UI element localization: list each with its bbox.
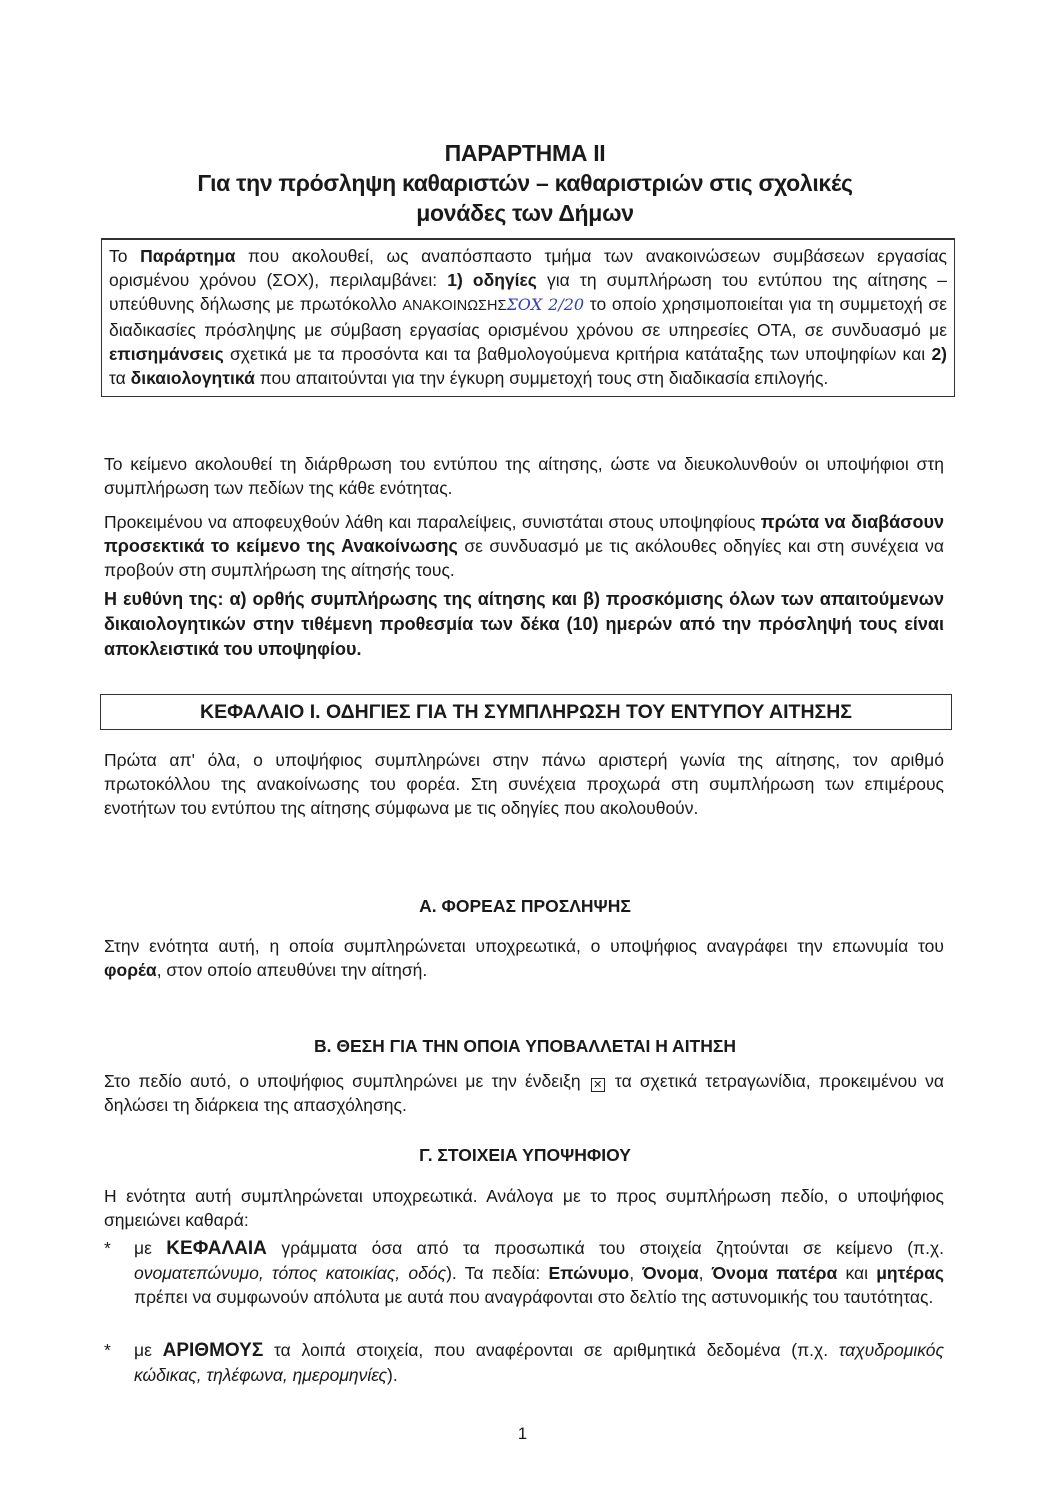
bold-text: Παράρτημα xyxy=(140,246,236,266)
title-subject-line1: Για την πρόσληψη καθαριστών – καθαριστριών στις σχολικές xyxy=(197,170,853,196)
text: , στον οποίο απευθύνει την αίτησή. xyxy=(156,960,428,980)
chapter-heading: ΚΕΦΑΛΑΙΟ Ι. ΟΔΗΓΙΕΣ ΓΙΑ ΤΗ ΣΥΜΠΛΗΡΩΣΗ ΤΟΥ ΕΝΤΥΠΟΥ ΑΙΤΗΣΗΣ xyxy=(100,694,952,730)
text: Προκειμένου να αποφευχθούν λάθη και παραλείψεις, συνιστάται στους υποψηφίους xyxy=(104,512,761,532)
section-b-heading: Β. ΘΕΣΗ ΓΙΑ ΤΗΝ ΟΠΟΙΑ ΥΠΟΒΑΛΛΕΤΑΙ Η ΑΙΤΗΣΗ xyxy=(313,1036,737,1056)
text: τα σχετικά τετραγωνίδια, προκειμένου να δηλώσει τη διάρκεια της απασχόλησης. xyxy=(104,1071,944,1115)
text: Στο πεδίο αυτό, ο υποψήφιος συμπληρώνει με την ένδειξη xyxy=(104,1071,589,1091)
text: σε συνδυασμό με τις ακόλουθες οδηγίες και στη συνέχεια να προβούν στη συμπλήρωση της αίτησής τους. xyxy=(104,536,944,580)
bold-text: μητέρας xyxy=(876,1263,944,1283)
text: με xyxy=(134,1340,163,1360)
text: , xyxy=(629,1263,643,1283)
intro-box xyxy=(101,238,955,397)
section-c-heading: Γ. ΣΤΟΙΧΕΙΑ ΥΠΟΨΗΦΙΟΥ xyxy=(419,1145,631,1165)
bold-text: Όνομα πατέρα xyxy=(711,1263,838,1283)
list-item-text xyxy=(134,1338,944,1387)
page-number: 1 xyxy=(517,1424,528,1443)
list-item-text xyxy=(134,1236,944,1309)
text: σχετικά με τα προσόντα και τα βαθμολογούμενα κριτήρια κατάταξης των υποψηφίων και xyxy=(223,344,932,364)
title-subject-line2: μονάδες των Δήμων xyxy=(416,200,634,226)
section-a-heading: Α. ΦΟΡΕΑΣ ΠΡΟΣΛΗΨΗΣ xyxy=(419,896,631,916)
italic-text: ταχυδρομικός κώδικας, τηλέφωνα, ημερομηνίες xyxy=(134,1340,944,1385)
text: για τη συμπλήρωση του εντύπου της αίτησης – υπεύθυνης δήλωσης με πρωτόκολλο xyxy=(109,270,948,314)
document-title xyxy=(100,138,950,228)
handwritten-protocol-number: ΣΟΧ 2/20 xyxy=(506,295,585,314)
text: το οποίο χρησιμοποιείται για τη συμμετοχή σε διαδικασίες πρόσληψης με σύμβαση εργασίας ορισμένου χρόνου σε υπηρεσίες ΟΤΑ, σε συνδυασμό με xyxy=(109,294,947,340)
checked-box-icon: ✕ xyxy=(591,1078,605,1092)
section-b-paragraph xyxy=(104,1069,944,1117)
chapter-intro-paragraph: Πρώτα απ' όλα, ο υποψήφιος συμπληρώνει στην πάνω αριστερή γωνία της αίτησης, τον αριθμό πρωτοκόλλου της ανακοίνωσης του φορέα. Στη συνέχεια προχωρά στη συμπλήρωση των επιμέρους ενοτήτων του εντύπου της αίτησης σύμφωνα με τις οδηγίες που ακολουθούν. xyxy=(104,750,944,818)
text: ). Τα πεδία: xyxy=(446,1263,549,1283)
bold-text: Επώνυμο xyxy=(548,1263,630,1283)
bold-text: 1) οδηγίες xyxy=(447,270,537,290)
text: και xyxy=(837,1263,877,1283)
list-item-capital-letters xyxy=(104,1236,944,1309)
list-item-numbers xyxy=(104,1338,944,1387)
text: Το xyxy=(109,246,141,266)
bullet-asterisk-icon: * xyxy=(104,1340,111,1360)
section-c-intro: Η ενότητα αυτή συμπληρώνεται υποχρεωτικά. Ανάλογα με το προς συμπλήρωση πεδίο, ο υποψήφιος σημειώνει καθαρά: xyxy=(104,1186,944,1230)
title-annex: ΠΑΡΑΡΤΗΜΑ ΙΙ xyxy=(444,140,606,166)
section-a-paragraph xyxy=(104,934,944,982)
paragraph-recommendation xyxy=(104,510,944,582)
text: με xyxy=(134,1238,167,1258)
announcement-label: ΑΝΑΚΟΙΝΩΣΗΣ xyxy=(402,298,507,314)
bold-text: 2) xyxy=(931,344,947,364)
bold-text: πρώτα να διαβάσουν προσεκτικά το κείμενο της Ανακοίνωσης xyxy=(104,512,944,556)
bold-text: φορέα xyxy=(104,960,157,980)
bold-text: δικαιολογητικά xyxy=(130,368,255,388)
bold-text: Όνομα xyxy=(642,1263,699,1283)
bold-text: ΑΡΙΘΜΟΥΣ xyxy=(162,1340,264,1361)
text: ). xyxy=(387,1365,398,1385)
text: , xyxy=(698,1263,712,1283)
bold-text: επισημάνσεις xyxy=(109,344,224,364)
paragraph-structure: Το κείμενο ακολουθεί τη διάρθρωση του εντύπου της αίτησης, ώστε να διευκολυνθούν οι υποψήφιοι στη συμπλήρωση των πεδίων της κάθε ενότητας. xyxy=(104,454,944,498)
bold-text: ΚΕΦΑΛΑΙΑ xyxy=(166,1238,267,1259)
text: πρέπει να συμφωνούν απόλυτα με αυτά που αναγράφονται στο δελτίο της αστυνομικής του ταυτότητας. xyxy=(134,1287,934,1307)
text: που απαιτούνται για την έγκυρη συμμετοχή τους στη διαδικασία επιλογής. xyxy=(254,368,829,388)
text: τα λοιπά στοιχεία, που αναφέρονται σε αριθμητικά δεδομένα (π.χ. xyxy=(263,1340,839,1360)
italic-text: ονοματεπώνυμο, τόπος κατοικίας, οδός xyxy=(134,1263,447,1283)
text: τα xyxy=(109,368,131,388)
bullet-asterisk-icon: * xyxy=(104,1238,111,1258)
text: που ακολουθεί, ως αναπόσπαστο τμήμα των ανακοινώσεων συμβάσεων εργασίας ορισμένου χρόνου (ΣΟΧ), περιλαμβάνει: xyxy=(109,246,947,290)
paragraph-responsibility: Η ευθύνη της: α) ορθής συμπλήρωσης της αίτησης και β) προσκόμισης όλων των απαιτούμενων δικαιολογητικών στην τιθέμενη προθεσμία των δέκα (10) ημερών από την πρόσληψή τους είναι αποκλειστικά του υποψηφίου. xyxy=(104,589,944,659)
text: Στην ενότητα αυτή, η οποία συμπληρώνεται υποχρεωτικά, ο υποψήφιος αναγράφει την επωνυμία του xyxy=(104,936,944,956)
text: γράμματα όσα από τα προσωπικά του στοιχεία ζητούνται σε κείμενο (π.χ. xyxy=(266,1238,945,1258)
